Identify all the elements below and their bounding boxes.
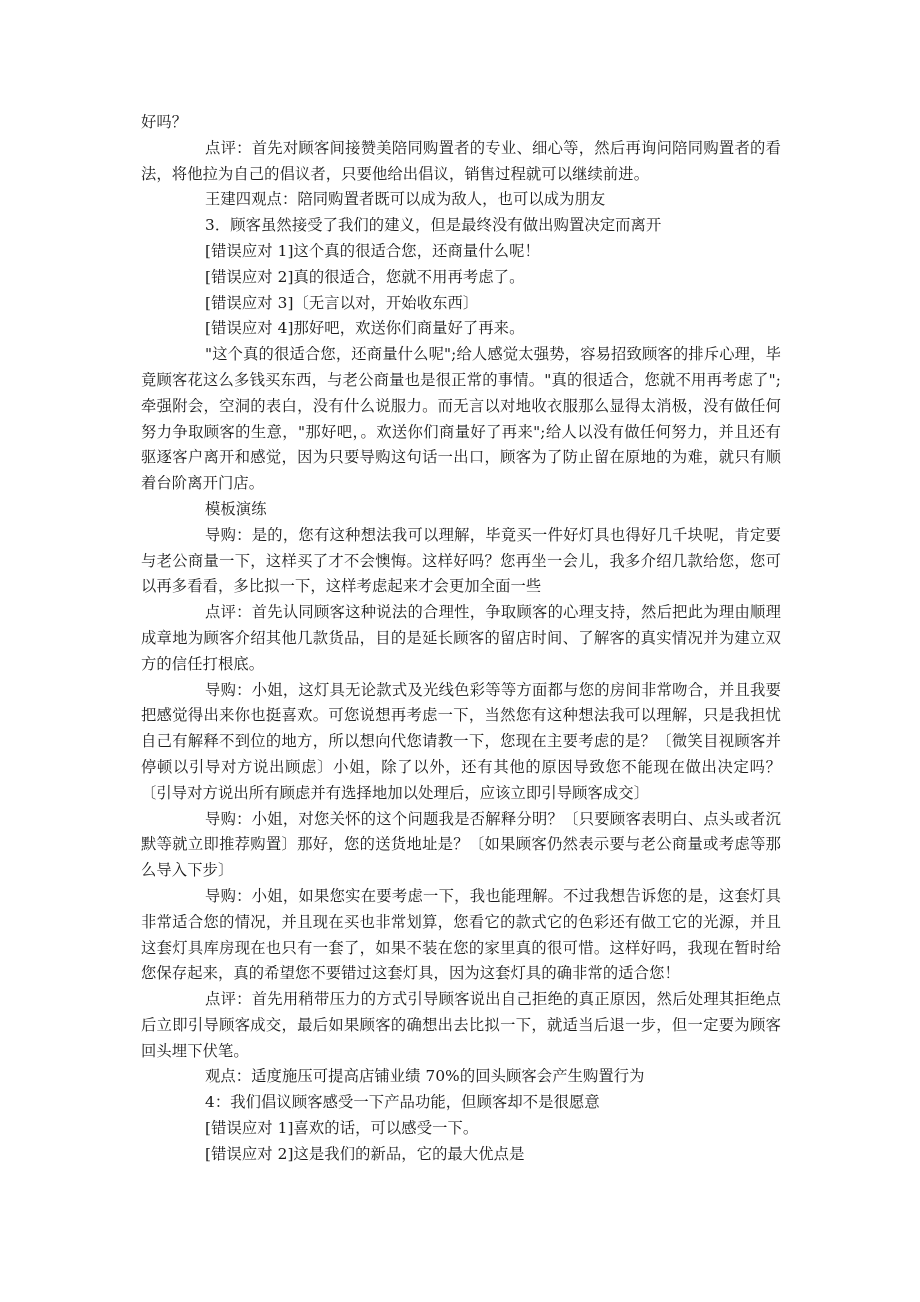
paragraph-wrong-response-2b: [错误应对 2]这是我们的新品，它的最大优点是 [205,1144,525,1163]
paragraph-template-heading: 模板演练 [205,499,267,518]
paragraph-continuation: 好吗？ [141,113,188,131]
paragraph-wrong-response-4: [错误应对 4]那好吧，欢送你们商量好了再来。 [205,319,525,338]
paragraph-guide-2: 导购：小姐，这灯具无论款式及光线色彩等等方面都与您的房间非常吻合，并且我要把感觉得出来你也挺喜欢。可您说想再考虑一下，当然您有这种想法我可以理解，只是我担忧自己有解释不到位的地方，所以想向代您请教一下，您现在主要考虑的是？〔微笑目视顾客并停顿以引导对方说出顾虑〕小姐，除了以外，还有其他的原因导致您不能现在做出决定吗？〔引导对方说出所有顾虑并有选择地加以处理后，应该立即引导顾客成交〕 [141,680,781,802]
paragraph-viewpoint: 王建四观点：陪同购置者既可以成为敌人，也可以成为朋友 [205,190,606,209]
paragraph-analysis: "这个真的很适合您，还商量什么呢";给人感觉太强势，容易招致顾客的排斥心理，毕竟顾客花这么多钱买东西，与老公商量也是很正常的事情。"真的很适合，您就不用再考虑了";牵强附会，空洞的表白，没有什么说服力。而无言以对地收衣服那么显得太消极，没有做任何努力争取顾客的生意，"那好吧，。欢送你们商量好了再来";给人以没有做任何努力，并且还有驱逐客户离开和感觉，因为只要导购这句话一出口，顾客为了防止留在原地的为难，就只有顺着台阶离开门店。 [141,345,781,493]
paragraph-guide-3: 导购：小姐，对您关怀的这个问题我是否解释分明？〔只要顾客表明白、点头或者沉默等就立即推荐购置〕那好，您的送货地址是？〔如果顾客仍然表示要与老公商量或考虑等那么导入下步〕 [141,809,781,880]
paragraph-heading-3: 3．顾客虽然接受了我们的建义，但是最终没有做出购置决定而离开 [205,216,662,235]
paragraph-wrong-response-2: [错误应对 2]真的很适合，您就不用再考虑了。 [205,267,525,286]
document-body [141,110,781,1168]
paragraph-heading-4: 4：我们倡议顾客感受一下产品功能，但顾客却不是很愿意 [205,1093,600,1112]
paragraph-wrong-response-1: [错误应对 1]这个真的很适合您，还商量什么呢！ [205,241,540,260]
paragraph-guide-1: 导购：是的，您有这种想法我可以理解，毕竟买一件好灯具也得好几千块呢，肯定要与老公商量一下，这样买了才不会懊悔。这样好吗？您再坐一会儿，我多介绍几款给您，您可以再多看看，多比拟一下，这样考虑起来才会更加全面一些 [141,525,781,596]
paragraph-comment-3: 点评：首先用稍带压力的方式引导顾客说出自己拒绝的真正原因，然后处理其拒绝点后立即引导顾客成交，最后如果顾客的确想出去比拟一下，就适当后退一步，但一定要为顾客回头埋下伏笔。 [141,990,781,1060]
paragraph-viewpoint-2: 观点：适度施压可提高店铺业绩 70%的回头顾客会产生购置行为 [205,1067,645,1086]
paragraph-wrong-response-1b: [错误应对 1]喜欢的话，可以感受一下。 [205,1119,479,1138]
paragraph-comment: 点评：首先对顾客间接赞美陪同购置者的专业、细心等，然后再询问陪同购置者的看法，将他拉为自己的倡议者，只要他给出倡议，销售过程就可以继续前进。 [141,138,781,183]
paragraph-wrong-response-3: [错误应对 3]〔无言以对，开始收东西〕 [205,293,479,312]
paragraph-guide-4: 导购：小姐，如果您实在要考虑一下，我也能理解。不过我想告诉您的是，这套灯具非常适合您的情况，并且现在买也非常划算，您看它的款式它的色彩还有做工它的光源，并且这套灯具库房现在也只有一套了，如果不装在您的家里真的很可惜。这样好吗，我现在暂时给您保存起来，真的希望您不要错过这套灯具，因为这套灯具的确非常的适合您！ [141,886,781,983]
paragraph-comment-2: 点评：首先认同顾客这种说法的合理性，争取顾客的心理支持，然后把此为理由顺理成章地为顾客介绍其他几款货品，目的是延长顾客的留店时间、了解客的真实情况并为建立双方的信任打根底。 [141,603,781,673]
